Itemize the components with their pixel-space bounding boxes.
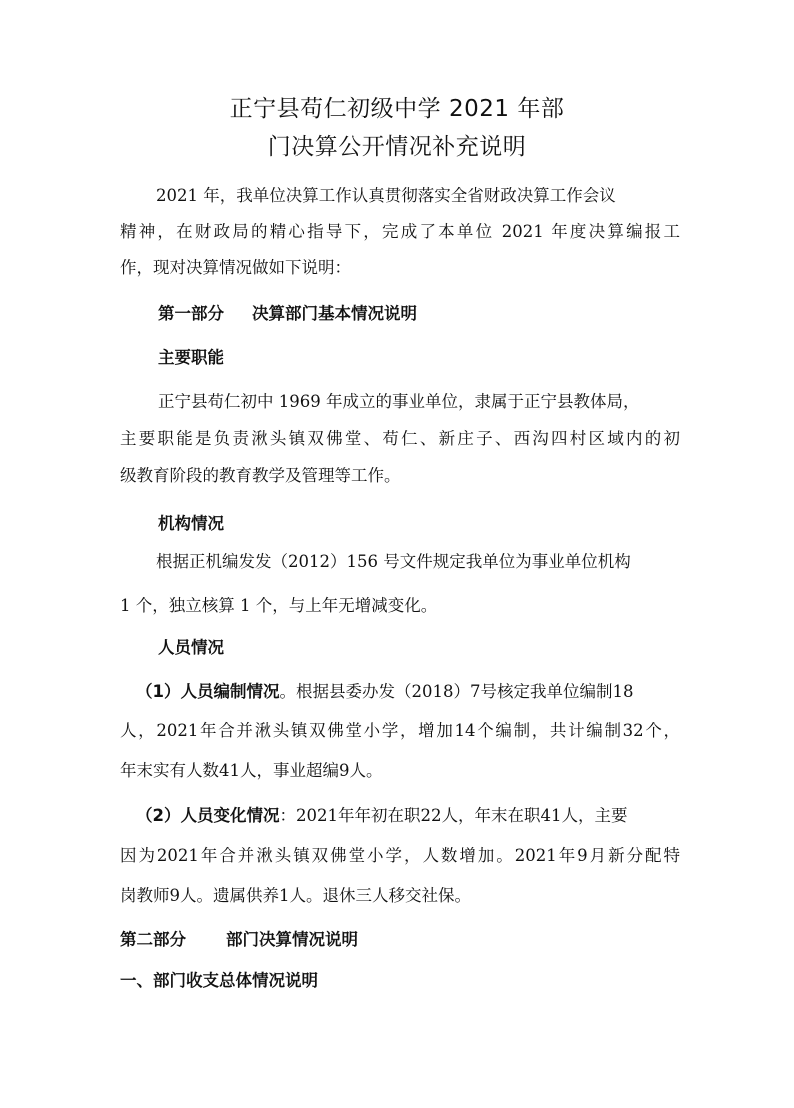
intro-line-1: 2021 年，我单位决算工作认真贯彻落实全省财政决算工作会议: [156, 186, 616, 205]
part2-heading-num: 第二部分: [120, 930, 186, 949]
part1-heading: [158, 300, 718, 324]
org-line-1: 根据正机编发发（2012）156 号文件规定我单位为事业单位机构: [156, 552, 631, 571]
staff-item1-label: （1）人员编制情况: [136, 682, 280, 701]
functions-line-2: 主要职能是负责湫头镇双佛堂、苟仁、新庄子、西沟四村区域内的初: [120, 429, 680, 448]
staff-item2-line-3: 岗教师9人。遗属供养1人。退休三人移交社保。: [120, 886, 471, 905]
org-line-2: 1 个，独立核算 1 个，与上年无增减变化。: [120, 596, 438, 615]
staff-item1-line-3: 年末实有人数41人，事业超编9人。: [120, 761, 383, 780]
part1-heading-text: 决算部门基本情况说明: [252, 304, 417, 323]
part2-heading-text: 部门决算情况说明: [226, 930, 358, 949]
staff-item1-line-1: [136, 678, 680, 702]
intro-line-3: 作，现对决算情况做如下说明：: [120, 258, 351, 277]
staff-heading: 人员情况: [158, 638, 224, 657]
part2-heading: [120, 926, 680, 950]
doc-title-line1: 正宁县苟仁初级中学 2021 年部: [229, 96, 565, 122]
intro-line-2: 精神，在财政局的精心指导下，完成了本单位 2021 年度决算编报工: [120, 222, 680, 241]
staff-item2-line-1: [136, 802, 680, 826]
functions-heading: 主要职能: [158, 348, 224, 367]
functions-line-1: 正宁县苟仁初中 1969 年成立的事业单位，隶属于正宁县教体局，: [158, 392, 640, 411]
part2-sub1-heading: 一、部门收支总体情况说明: [120, 971, 318, 990]
staff-item1-line-2: 人，2021年合并湫头镇双佛堂小学，增加14个编制，共计编制32个，: [120, 721, 680, 740]
org-heading: 机构情况: [158, 514, 224, 533]
functions-line-3: 级教育阶段的教育教学及管理等工作。: [120, 466, 401, 485]
staff-item2-text: ：2021年年初在职22人，年末在职41人，主要: [279, 806, 628, 825]
staff-item1-text: 。根据县委办发（2018）7号核定我单位编制18: [279, 682, 634, 701]
staff-item2-label: （2）人员变化情况: [136, 806, 280, 825]
part1-heading-num: 第一部分: [158, 304, 224, 323]
staff-item2-line-2: 因为2021年合并湫头镇双佛堂小学，人数增加。2021年9月新分配特: [120, 846, 680, 865]
doc-title-line2: 门决算公开情况补充说明: [267, 134, 527, 160]
